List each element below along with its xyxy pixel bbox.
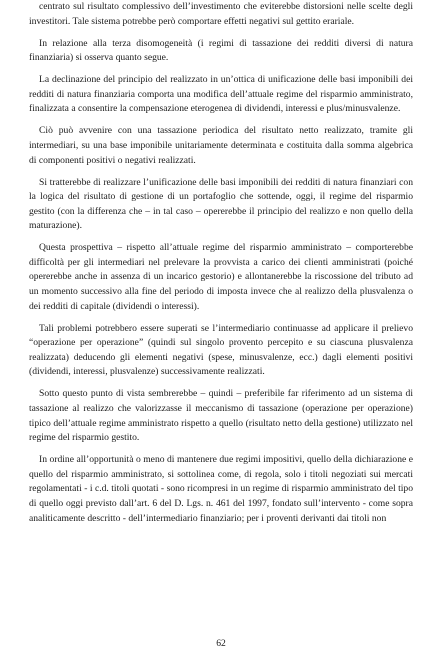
page-number: 62	[216, 638, 226, 649]
paragraph: Questa prospettiva – rispetto all’attuale regime del risparmio amministrato – comporterebbe difficoltà per gli intermediari nel prelevare la provvista a carico dei clienti amministrati (poiché opererebbe anche in assenza di un incarico gestorio) e allontanerebbe la riscossione del tributo ad un momento successivo alla fine del periodo di imposta invece che al realizzo della plusvalenza o dei redditi di capitale (dividendi o interessi).	[29, 242, 413, 312]
paragraph: In relazione alla terza disomogeneità (i regimi di tassazione dei redditi diversi di natura finanziaria) si osserva quanto segue.	[29, 37, 413, 64]
paragraph: Ciò può avvenire con una tassazione periodica del risultato netto realizzato, tramite gli intermediari, su una base imponibile unitariamente determinata e costituita dalla somma algebrica di componenti positivi o negativi realizzati.	[29, 125, 413, 166]
paragraph: Si tratterebbe di realizzare l’unificazione delle basi imponibili dei redditi di natura finanziari con la logica del risultato di gestione di un portafoglio che sottende, oggi, il regime del risparmio gestito (con la differenza che – in tal caso – opererebbe il principio del realizzo e non quello della maturazione).	[29, 176, 413, 232]
body-text	[29, 0, 413, 534]
paragraph: Tali problemi potrebbero essere superati se l’intermediario continuasse ad applicare il prelievo “operazione per operazione” (quindi sul singolo provento percepito e su ciascuna plusvalenza realizzata) deducendo gli elementi negativi (spese, minusvalenze, ecc.) dagli elementi positivi (dividendi, interessi, plusvalenze) successivamente realizzati.	[29, 322, 413, 378]
paragraph-continuation: centrato sul risultato complessivo dell’investimento che eviterebbe distorsioni nelle scelte degli investitori. Tale sistema potrebbe però comportare effetti negativi sul gettito erariale.	[29, 1, 413, 27]
paragraph: In ordine all’opportunità o meno di mantenere due regimi impositivi, quello della dichiarazione e quello del risparmio amministrato, si sottolinea come, di regola, solo i titoli negoziati sui mercati regolamentati - i c.d. titoli quotati - sono ricompresi in un regime di risparmio amministrato del tipo di quello oggi previsto dall’art. 6 del D. Lgs. n. 461 del 1997, fondato sull’intervento - come sopra analiticamente descritto - dell’intermediario finanziario; per i proventi derivanti dai titoli non	[29, 454, 413, 524]
paragraph: La declinazione del principio del realizzato in un’ottica di unificazione delle basi imponibili dei redditi di natura finanziaria comporta una modifica dell’attuale regime del risparmio amministrato, finalizzata a consentire la compensazione eterogenea di dividendi, interessi e plus/minusvalenze.	[29, 74, 413, 115]
paragraph: Sotto questo punto di vista sembrerebbe – quindi – preferibile far riferimento ad un sistema di tassazione al realizzo che valorizzasse il meccanismo di tassazione (operazione per operazione) tipico dell’attuale regime amministrato rispetto a quello (risultato netto della gestione) utilizzato nel regime del risparmio gestito.	[29, 388, 413, 444]
